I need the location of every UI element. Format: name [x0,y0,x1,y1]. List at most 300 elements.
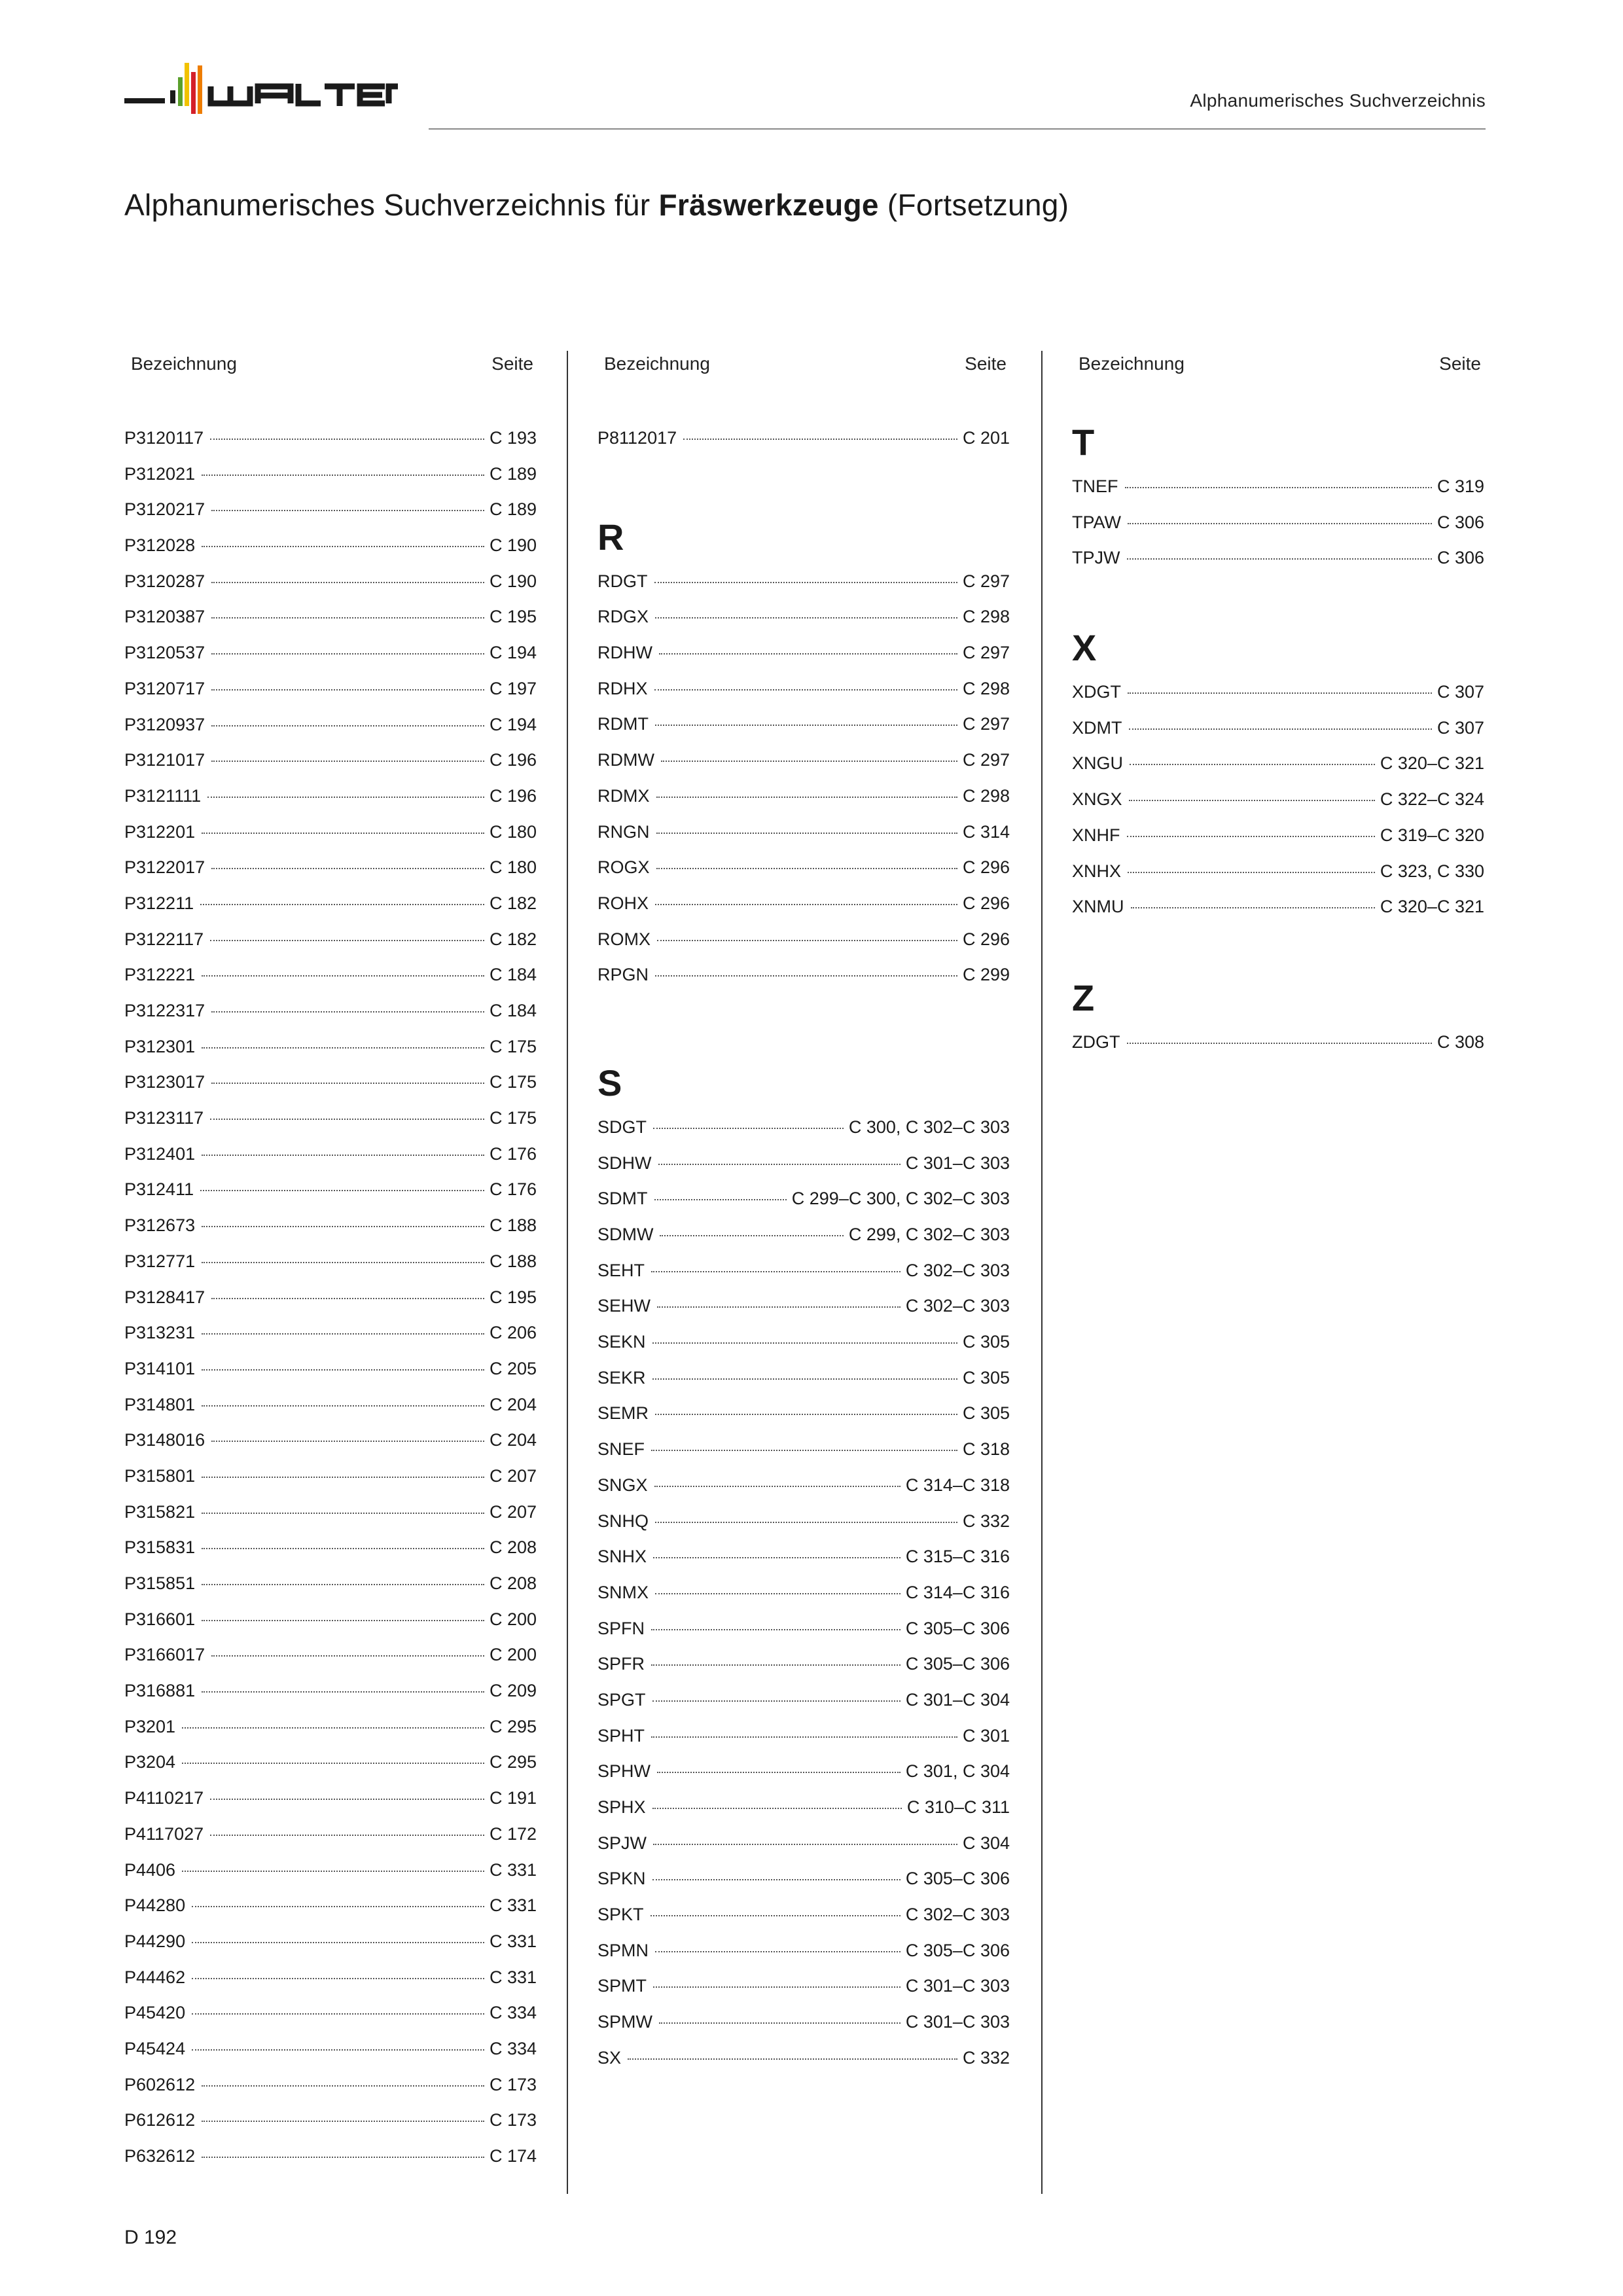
leader-dots [202,975,484,977]
index-entry [124,599,537,635]
entry-code: RDGT [597,571,648,591]
entry-code: SEHW [597,1296,651,1316]
entry-code: RDMX [597,785,650,806]
leader-dots [654,582,957,583]
leader-dots [657,1772,901,1773]
entry-page: C 194 [489,643,537,663]
index-entry [124,1673,537,1709]
leader-dots [200,1190,484,1191]
index-entry [597,1181,1010,1217]
entry-code: SPHW [597,1761,651,1782]
index-entry [124,742,537,778]
entry-code: P3123117 [124,1108,204,1128]
index-entry [124,1458,537,1494]
leader-dots [210,1119,484,1120]
leader-dots [211,1655,484,1657]
entry-page: C 334 [489,2038,537,2058]
entry-page: C 196 [489,750,537,770]
index-entry [1072,540,1484,576]
leader-dots [202,1691,484,1693]
entry-page: C 196 [489,785,537,806]
leader-dots [658,1164,901,1165]
leader-dots [652,1342,957,1344]
leader-dots [655,975,957,977]
entry-code: SNGX [597,1475,648,1495]
entry-page: C 194 [489,714,537,734]
index-entry [124,1709,537,1745]
entry-page: C 319–C 320 [1380,825,1484,845]
entry-page: C 323, C 330 [1380,861,1484,881]
leader-dots [192,1906,484,1907]
index-entry [124,1172,537,1208]
entry-code: P44290 [124,1931,186,1951]
entry-code: SPKN [597,1869,646,1889]
index-entry [124,1888,537,1924]
entry-code: P312411 [124,1179,194,1200]
entry-page: C 314–C 318 [905,1475,1010,1495]
index-entry [597,1682,1010,1718]
leader-dots [1131,907,1375,908]
index-entry [597,1288,1010,1324]
entry-code: P3122117 [124,929,204,949]
entry-code: P3122317 [124,1001,205,1020]
entry-code: P312028 [124,535,196,556]
index-entry [124,1280,537,1316]
entry-page: C 301–C 304 [905,1689,1010,1710]
leader-dots [202,1513,484,1514]
entry-code: XNGX [1072,789,1122,810]
leader-dots [211,1298,484,1299]
leader-dots [202,1584,484,1585]
index-entry [124,814,537,850]
page-title-bold: Fräswerkzeuge [658,188,879,222]
entry-page: C 314 [962,821,1010,842]
index-entry [597,1539,1010,1575]
column-header-bezeichnung: Bezeichnung [604,353,710,374]
walter-logo-mark [124,60,399,119]
entry-page: C 297 [962,714,1010,734]
entry-code: P612612 [124,2110,196,2130]
entry-page: C 180 [489,821,537,842]
section-letter-z: Z [1072,977,1095,1018]
index-entry [1072,745,1484,781]
leader-dots [202,2085,484,2087]
leader-dots [652,1808,902,1809]
entry-code: XNGU [1072,753,1124,774]
entry-page: C 320–C 321 [1380,753,1484,774]
entry-code: SDMT [597,1189,648,1209]
leader-dots [1128,523,1432,524]
entry-page: C 200 [489,1645,537,1665]
entry-page: C 184 [489,1001,537,1020]
index-entry [124,993,537,1029]
leader-dots [202,2157,484,2158]
index-list [1072,469,1484,576]
entry-page: C 301 [962,1725,1010,1746]
entry-code: ZDGT [1072,1031,1120,1052]
entry-page: C 173 [489,2074,537,2094]
entry-page: C 310–C 311 [906,1797,1010,1817]
entry-code: P312201 [124,821,196,842]
leader-dots [1128,692,1432,694]
section-letter-s: S [597,1062,622,1103]
leader-dots [211,1083,484,1084]
entry-page: C 332 [962,2047,1010,2068]
leader-dots [653,1986,901,1988]
leader-dots [200,904,484,905]
entry-page: C 331 [489,1967,537,1987]
leader-dots [654,1199,787,1200]
index-entry [124,2067,537,2103]
leader-dots [660,1235,843,1236]
leader-dots [202,1226,484,1227]
entry-page: C 197 [489,678,537,698]
index-entry [124,1602,537,1638]
index-entry [1072,1024,1484,1060]
index-entry [597,706,1010,742]
entry-page: C 306 [1436,548,1484,568]
index-entry [597,1575,1010,1611]
entry-code: P314801 [124,1394,196,1414]
entry-code: P3123017 [124,1072,205,1092]
leader-dots [202,833,484,834]
index-entry [124,1387,537,1423]
entry-code: XDGT [1072,682,1122,702]
entry-code: P8112017 [597,428,677,448]
entry-code: P3120287 [124,571,205,591]
entry-code: P312021 [124,463,196,484]
section-letter-t: T [1072,422,1095,463]
entry-page: C 184 [489,965,537,985]
entry-page: C 175 [489,1072,537,1092]
entry-code: P4406 [124,1859,176,1880]
leader-dots [655,904,957,905]
leader-dots [202,1548,484,1549]
leader-dots [202,1369,484,1371]
entry-code: ROHX [597,893,649,913]
index-entry [597,1253,1010,1289]
index-entry [597,564,1010,600]
index-entry [597,922,1010,958]
index-entry [124,1960,537,1996]
entry-code: P3148016 [124,1430,205,1450]
leader-dots [202,1262,484,1263]
page-title-prefix: Alphanumerisches Suchverzeichnis für [124,188,659,222]
index-entry [597,599,1010,635]
leader-dots [202,546,484,547]
entry-page: C 314–C 316 [905,1582,1010,1602]
index-entry [597,1861,1010,1897]
index-entry [597,850,1010,886]
entry-code: P312771 [124,1251,196,1271]
entry-code: P316881 [124,1681,196,1701]
leader-dots [210,1799,484,1800]
index-entry [124,564,537,600]
entry-page: C 296 [962,929,1010,949]
entry-code: SEKN [597,1332,646,1352]
leader-dots [651,1915,901,1916]
index-list [124,420,537,2174]
entry-code: P45420 [124,2003,186,2023]
index-entry [124,1816,537,1852]
entry-code: RDGX [597,607,649,627]
index-entry [124,1924,537,1960]
leader-dots [653,1557,901,1558]
entry-page: C 189 [489,463,537,484]
leader-dots [211,510,484,511]
walter-logo [124,60,399,119]
leader-dots [192,2013,484,2015]
index-entry [597,1933,1010,1969]
leader-dots [654,689,957,691]
leader-dots [182,1871,484,1872]
index-entry [124,2031,537,2067]
index-entry [124,420,537,456]
leader-dots [652,1879,901,1880]
header-divider [429,128,1486,130]
index-entry [124,492,537,528]
entry-code: TNEF [1072,476,1118,496]
index-entry [597,1897,1010,1933]
entry-page: C 304 [962,1833,1010,1853]
entry-page: C 297 [962,571,1010,591]
entry-code: SEMR [597,1403,649,1424]
leader-dots [182,1727,484,1729]
entry-code: SEHT [597,1260,645,1280]
column-header-seite: Seite [1439,353,1481,374]
entry-code: P314101 [124,1358,196,1378]
index-entry [124,456,537,492]
leader-dots [655,617,957,619]
entry-page: C 307 [1436,717,1484,738]
leader-dots [211,617,484,619]
index-entry [124,1208,537,1244]
leader-dots [656,833,957,834]
entry-page: C 320–C 321 [1380,897,1484,917]
leader-dots [651,1629,901,1630]
entry-page: C 296 [962,857,1010,878]
entry-page: C 319 [1436,476,1484,496]
entry-page: C 180 [489,857,537,878]
entry-code: XNHF [1072,825,1120,845]
entry-page: C 298 [962,678,1010,698]
column-header-bezeichnung: Bezeichnung [131,353,237,374]
entry-page: C 205 [489,1358,537,1378]
index-entry [124,1530,537,1566]
leader-dots [655,1522,957,1523]
entry-page: C 188 [489,1251,537,1271]
entry-page: C 172 [489,1823,537,1844]
entry-code: P3204 [124,1752,176,1772]
column-divider [567,351,568,2194]
entry-code: RDMT [597,714,649,734]
header-section-title: Alphanumerisches Suchverzeichnis [1190,90,1486,111]
entry-code: P3201 [124,1716,176,1736]
leader-dots [656,868,957,869]
index-entry [597,2040,1010,2076]
leader-dots [655,1951,901,1952]
entry-code: SNMX [597,1582,649,1602]
entry-code: RPGN [597,965,649,985]
entry-page: C 175 [489,1108,537,1128]
index-entry [597,1109,1010,1145]
index-entry [597,1467,1010,1503]
entry-page: C 207 [489,1501,537,1522]
entry-page: C 302–C 303 [905,1260,1010,1280]
index-entry [1072,674,1484,710]
entry-page: C 189 [489,499,537,520]
index-entry [1072,469,1484,505]
leader-dots [657,940,957,941]
entry-page: C 299, C 302–C 303 [848,1225,1010,1244]
leader-dots [202,1620,484,1621]
entry-code: P602612 [124,2074,196,2094]
entry-code: P3120937 [124,714,205,734]
entry-page: C 305–C 306 [905,1940,1010,1960]
entry-code: P3120387 [124,607,205,627]
leader-dots [211,868,484,869]
index-entry [124,1029,537,1065]
index-entry [597,635,1010,671]
index-entry [597,671,1010,707]
entry-code: P3120217 [124,499,205,520]
leader-dots [653,1128,844,1129]
leader-dots [1127,836,1375,837]
leader-dots [210,940,484,941]
entry-code: P3121017 [124,750,205,770]
entry-code: P632612 [124,2146,196,2166]
index-entry [597,1789,1010,1825]
entry-page: C 322–C 324 [1380,789,1484,810]
entry-code: SNEF [597,1439,645,1460]
leader-dots [683,439,957,440]
index-entry [1072,505,1484,541]
index-entry [124,1852,537,1888]
entry-code: RDHW [597,643,652,663]
leader-dots [656,797,957,798]
entry-code: RNGN [597,821,650,842]
leader-dots [210,439,484,440]
entry-page: C 190 [489,535,537,556]
leader-dots [1128,872,1375,873]
entry-page: C 182 [489,893,537,913]
leader-dots [202,1047,484,1049]
index-entry [124,1566,537,1602]
index-entry [124,922,537,958]
entry-page: C 307 [1436,682,1484,702]
index-entry [124,1780,537,1816]
index-entry [597,1968,1010,2004]
entry-code: P3120117 [124,428,204,448]
leader-dots [651,1450,957,1451]
leader-dots [211,582,484,583]
index-entry [124,778,537,814]
entry-page: C 334 [489,2003,537,2023]
entry-code: P3166017 [124,1645,205,1665]
entry-code: SNHX [597,1547,647,1567]
entry-page: C 190 [489,571,537,591]
index-entry [597,1145,1010,1181]
index-entry [124,671,537,707]
entry-page: C 331 [489,1931,537,1951]
index-entry [597,1324,1010,1360]
entry-code: P3128417 [124,1287,205,1307]
index-entry [124,957,537,993]
entry-code: P313231 [124,1323,196,1343]
leader-dots [654,1486,901,1487]
entry-page: C 302–C 303 [905,1905,1010,1925]
leader-dots [192,1942,484,1943]
entry-page: C 315–C 316 [905,1547,1010,1567]
leader-dots [202,2121,484,2122]
index-entry [597,814,1010,850]
index-entry [124,1422,537,1458]
entry-page: C 331 [489,1895,537,1916]
entry-page: C 175 [489,1036,537,1056]
entry-page: C 206 [489,1323,537,1343]
leader-dots [202,475,484,476]
column-header-bezeichnung: Bezeichnung [1079,353,1185,374]
leader-dots [1130,764,1375,765]
leader-dots [202,1155,484,1156]
index-entry [124,528,537,564]
entry-page: C 201 [962,428,1010,448]
index-entry [1072,853,1484,889]
column-header-seite: Seite [491,353,533,374]
entry-page: C 305–C 306 [905,1618,1010,1638]
entry-code: P315831 [124,1537,196,1558]
index-list [597,564,1010,993]
index-entry [124,1995,537,2031]
entry-page: C 208 [489,1537,537,1558]
index-entry [597,1646,1010,1682]
entry-code: SPHT [597,1725,645,1746]
index-entry [597,1611,1010,1647]
leader-dots [211,1011,484,1013]
entry-page: C 182 [489,929,537,949]
leader-dots [1127,558,1432,560]
entry-page: C 318 [962,1439,1010,1460]
leader-dots [652,1378,957,1380]
entry-code: SPMW [597,2012,652,2032]
entry-code: ROMX [597,929,651,949]
index-entry [597,1431,1010,1467]
entry-page: C 174 [489,2146,537,2166]
entry-page: C 193 [489,428,537,448]
leader-dots [661,761,957,762]
index-entry [597,1503,1010,1539]
entry-code: P315851 [124,1573,196,1593]
entry-code: P4110217 [124,1788,204,1808]
entry-page: C 195 [489,1287,537,1307]
page-number: D 192 [124,2227,177,2248]
entry-code: XNHX [1072,861,1122,881]
column-header-seite: Seite [965,353,1007,374]
entry-page: C 301–C 303 [905,2012,1010,2032]
entry-page: C 298 [962,607,1010,627]
entry-code: SPMT [597,1976,647,1996]
index-entry [597,420,1010,456]
index-entry [124,1244,537,1280]
index-entry [1072,710,1484,746]
index-entry [124,886,537,922]
entry-page: C 207 [489,1465,537,1486]
entry-page: C 297 [962,643,1010,663]
entry-code: P312301 [124,1036,196,1056]
entry-code: XNMU [1072,897,1124,917]
entry-page: C 305 [962,1332,1010,1352]
index-entry [124,2138,537,2174]
